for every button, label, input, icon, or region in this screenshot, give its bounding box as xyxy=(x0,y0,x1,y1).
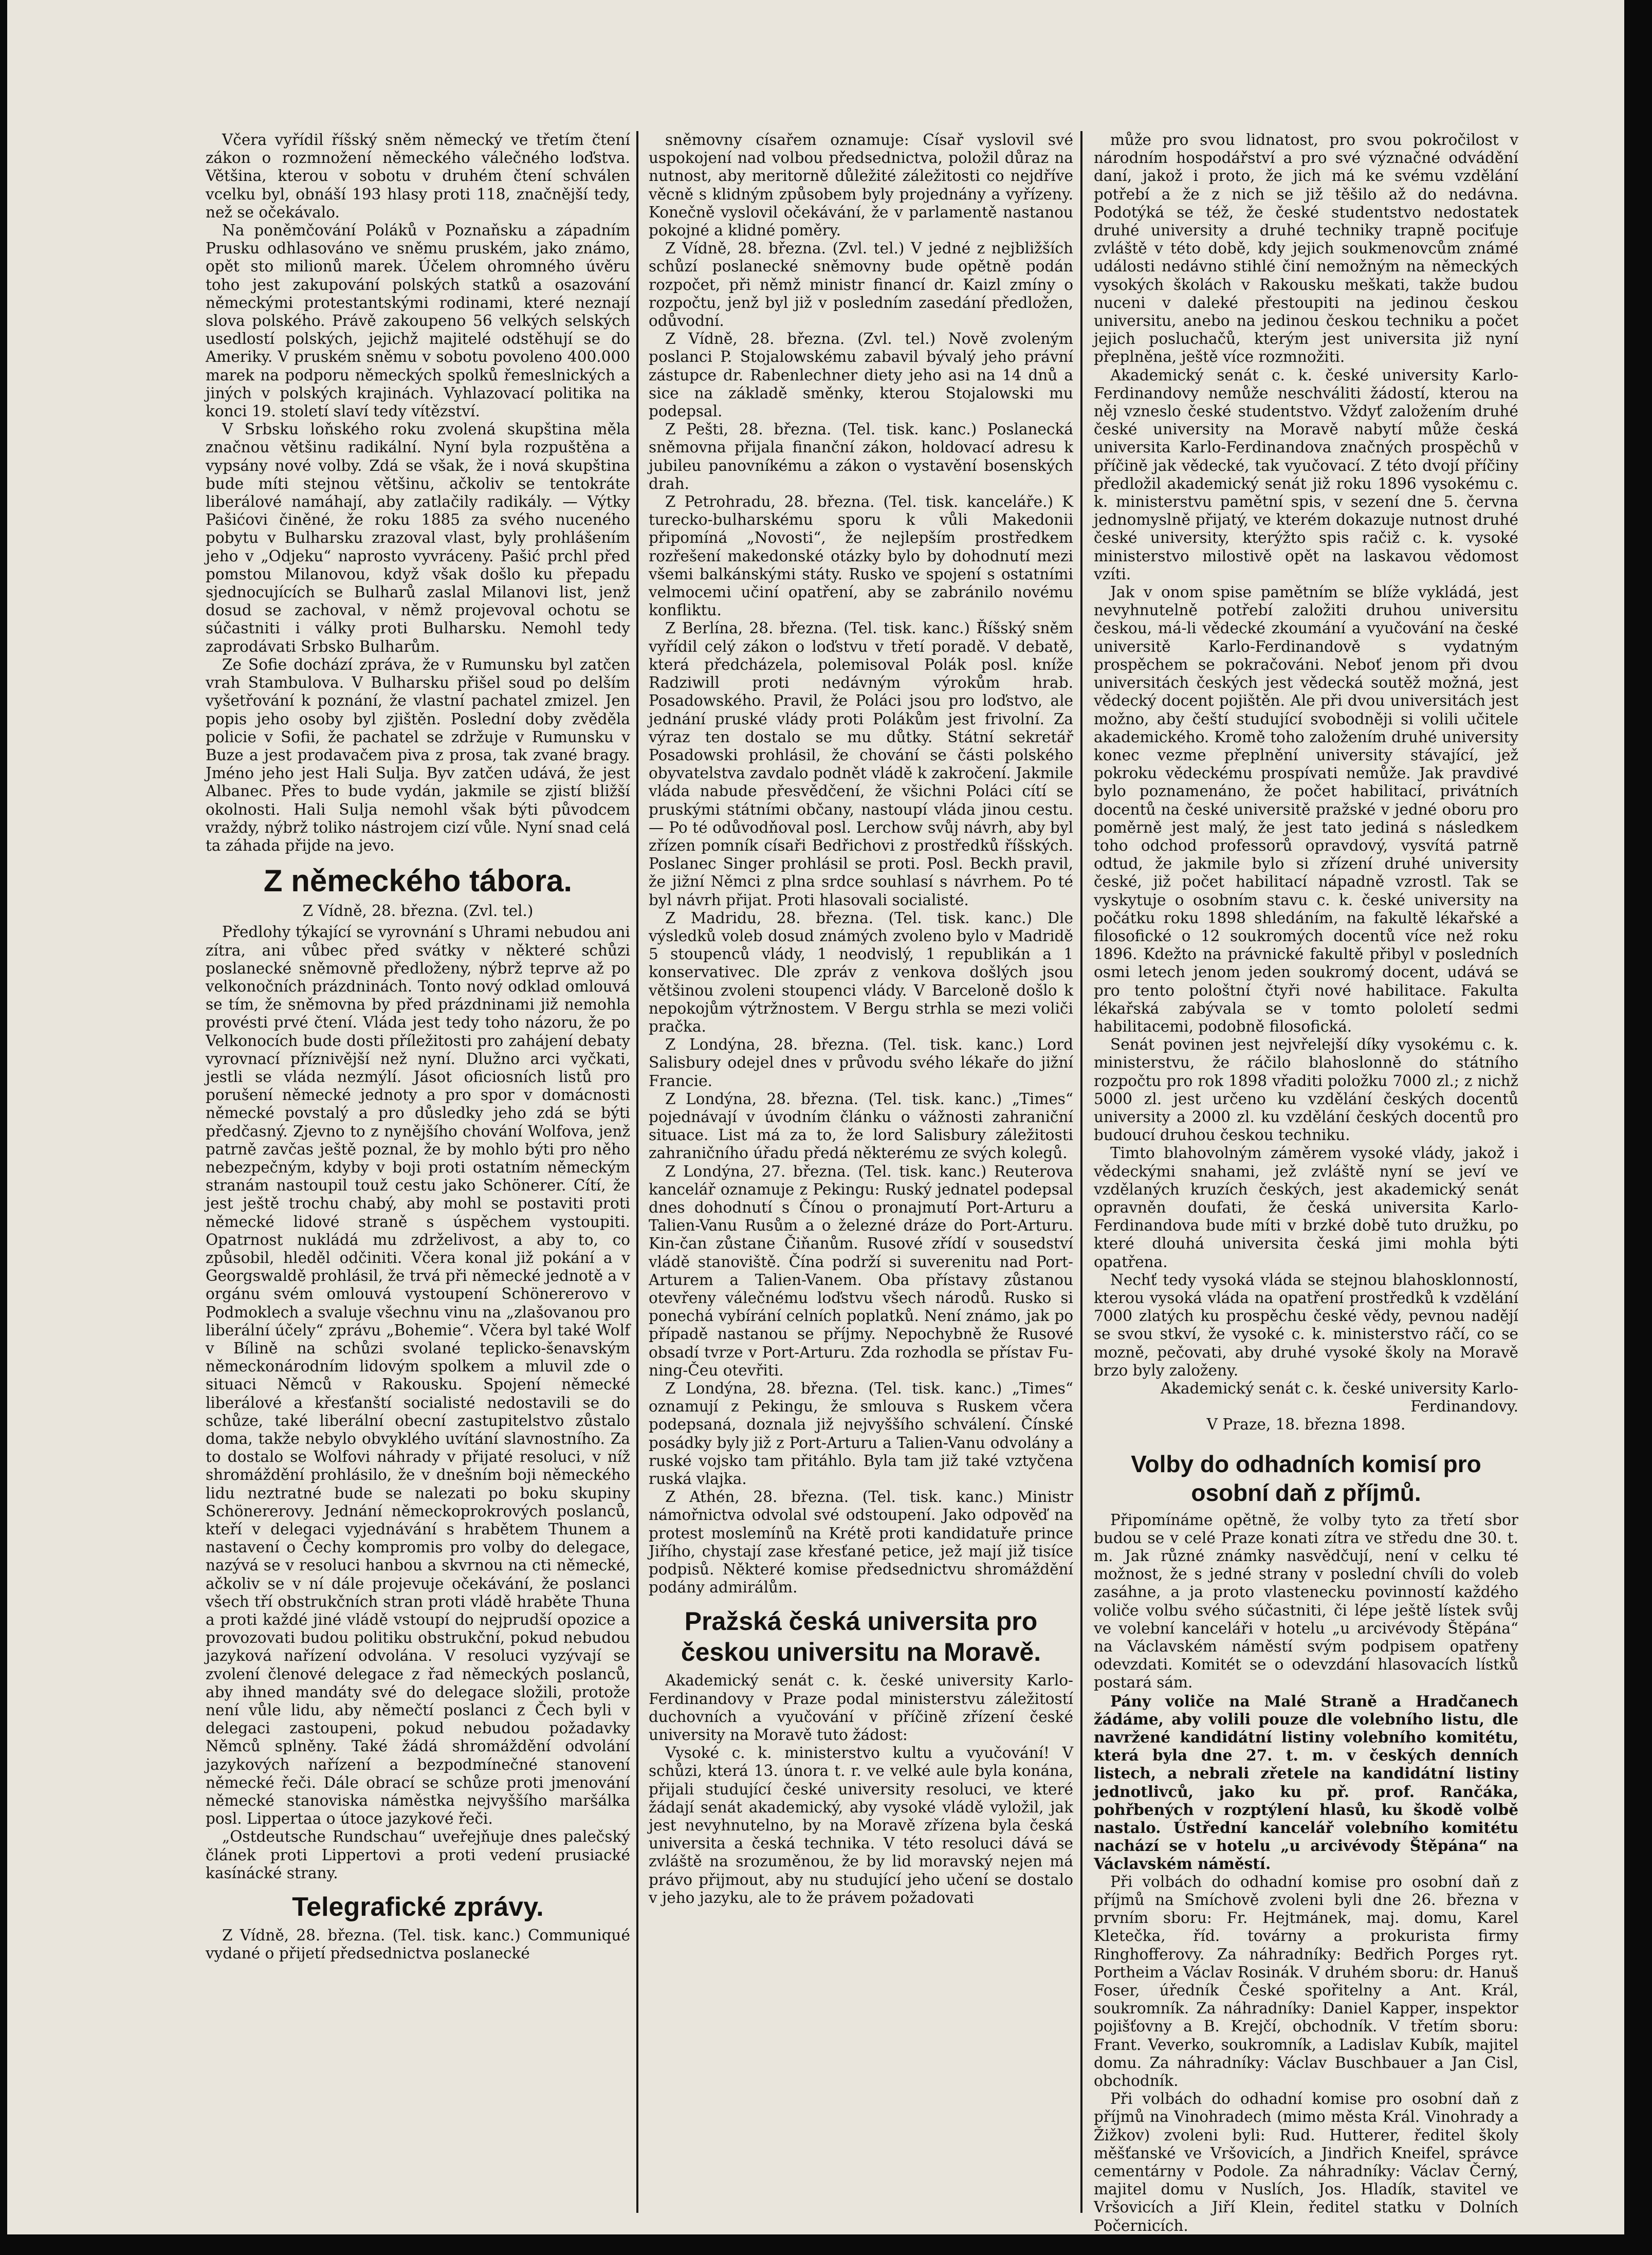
article-paragraph: Při volbách do odhadní komise pro osobní daň z příjmů na Smíchově zvoleni byli dne 26. března v prvním sboru: Fr. Hejtmánek, maj. domu, Karel Kletečka, říd. továrny a prokurista firmy Ringhofferovy. Za náhradníky: Bedřich Porges ryt. Portheim a Václav Rosinák. V druhém sboru: dr. Hanuš Foser, úředník České spořitelny a Ant. Král, soukromník. Za náhradníky: Daniel Kapper, inspektor pojišťovny a B. Krejčí, obchodník. V třetím sboru: Frant. Veverko, soukromník, a Ladislav Kubík, majitel domu. Za náhradníky: Václav Buschbauer a Jan Cisl, obchodník. xyxy=(1094,1873,1518,2089)
article-paragraph: Při volbách do odhadní komise pro osobní daň z příjmů na Vinohradech (mimo města Král. Vinohrady a Žižkov) zvoleni byli: Rud. Hutterer, ředitel školy měšťanské ve Vršovicích, a Jindřich Kneifel, správce cementárny v Podole. Za náhradníky: Václav Černý, majitel domu v Nuslích, Jos. Hladík, stavitel ve Vršovicích a Jiří Klein, ředitel statku v Dolních Počernicích. xyxy=(1094,2090,1518,2234)
column-3 xyxy=(1094,131,1518,2234)
article-paragraph: Nechť tedy vysoká vláda se stejnou blahosklonností, kterou vysoká vláda na opatření prostředků k vzdělání 7000 zlatých ku prospěchu české vědy, pevnou nadějí se svou stkví, že vysoké c. k. ministerstvo ráčí, co se mozně, pečovati, aby druhé vysoké školy na Moravě brzo byly založeny. xyxy=(1094,1271,1518,1379)
scan-border-right xyxy=(1624,0,1652,2255)
article-paragraph: „Ostdeutsche Rundschau“ uveřejňuje dnes palečský článek proti Lippertovi a proti vedení prusiacké kasínácké strany. xyxy=(206,1828,630,1882)
article-paragraph: Z Petrohradu, 28. března. (Tel. tisk. kanceláře.) K turecko-bulharskému sporu k vůli Makedonii připomíná „Novosti“, že nejlepším prostředkem rozřešení makedonské otázky bylo by dohodnutí mezi všemi balkánskými státy. Rusko ve spojení s ostatními velmocemi učiní opatření, aby se zabránilo novému konfliktu. xyxy=(649,493,1073,619)
article-paragraph: Připomínáme opětně, že volby tyto za třetí sbor budou se v celé Praze konati zítra ve středu dne 30. t. m. Jak různé známky nasvědčují, není v celku té možnost, že s jedné strany v poslední chvíli do voleb zasáhne, a ja proto vlastenecku povinností každého voliče volbu svého súčastniti, či lépe ještě lístek svůj ve volební kanceláři v hotelu „u arcivévody Štěpána“ na Václavském náměstí svým podpisem opatřeny odevzdati. Komitét se o odevzdání hlasovacích lístků postará sám. xyxy=(1094,1511,1518,1692)
article-paragraph: Z Berlína, 28. března. (Tel. tisk. kanc.) Říšský sněm vyřídil celý zákon o loďstvu v třetí poradě. V debatě, která předcházela, polemisoval Polák posl. kníže Radziwill proti nedávným výrokům hrab. Posadowského. Pravil, že Poláci jsou pro loďstvo, ale jednání pruské vlády proti Polákům jest frivolní. Za výraz ten dostalo se mu důtky. Státní sekretář Posadowski prohlásil, že chování se části polského obyvatelstva zavdalo podnět vládě k zakročení. Jakmile vláda nabude přesvědčení, že všichni Poláci cítí se pruskými státními občany, nastoupí vláda jinou cestu. — Po té odůvodňoval posl. Lerchow svůj návrh, aby byl zřízen pomník císaři Bedřichovi z prostředků říšských. Poslanec Singer prohlásil se proti. Posl. Beckh pravil, že jižní Němci z plna srdce souhlasí s návrhem. Po té byl návrh přijat. Proti hlasovali socialisté. xyxy=(649,619,1073,909)
article-paragraph: Akademický senát c. k. české university Karlo-Ferdinandovy nemůže neschváliti žádostí, kterou na něj vzneslo české studentstvo. Vždyť založením druhé české university na Moravě nabytí může česká universita Karlo-Ferdinandova značných prospěchů v příčině jak vědecké, tak vyučovací. Z této dvojí příčiny předložil akademický senát již roku 1896 vysokému c. k. ministerstvu pamětní spis, v sezení dne 5. června jednomyslně přijatý, ve kterém dokazuje nutnost druhé české university, kterýžto spis račiž c. k. vysoké ministerstvo milostivě opět na laskavou vědomost vzíti. xyxy=(1094,366,1518,583)
article-paragraph: Z Pešti, 28. března. (Tel. tisk. kanc.) Poslanecká sněmovna přijala finanční zákon, holdovací adresu k jubileu panovníkému a zákon o vystavění bosenských drah. xyxy=(649,420,1073,492)
section-heading-tax-commission-elections: Volby do odhadních komisí pro osobní daň z příjmů. xyxy=(1131,1450,1481,1506)
article-paragraph: Předlohy týkající se vyrovnání s Uhrami nebudou ani zítra, ani vůbec před svátky v některé schůzi poslanecké sněmovně předloženy, nýbrž teprve až po velkonočních prázdninách. Tonto nový odklad omlouvá se tím, že sněmovna by před prázdninami již nemohla provésti prvé čtení. Vláda jest tedy toho názoru, že po Velkonocích bude dosti příležitosti pro zahájení debaty vyrovnací příznivější než nyní. Dlužno arci vyčkati, jestli se vláda nezmýlí. Jásot oficiosních listů pro porušení německé jednoty a pro spor v domácnosti německé povstalý a pro důsledky jeho zdá se býti předčasný. Zjevno to z nynějšího chování Wolfova, jenž patrně zavčas ještě poznal, že by mohlo býti pro něho nebezpečným, kdyby v boji proti ostatním německým stranám nastoupil touž cestu jako Schönerer. Cítí, že jest ještě trochu chabý, aby mohl se postaviti proti německé lidové straně s úspěchem vystoupiti. Opatrnost nukládá mu zdrželivost, a aby to, co způsobil, hleděl odčiniti. Včera konal již pokání a v Georgswaldě prohlásil, že trvá při německé jednotě a v orgánu svém omlouvá vystoupení Schönererovo v Podmoklech a svaluje všechnu vinu na „zlašovanou pro liberální účely“ zprávu „Bohemie“. Včera byl také Wolf v Bílině na schůzi svolané teplicko-šenavským německonárodním lidovým spolkem a mluvil zde o situaci Němců v Rakousku. Spojení německé liberálové a křesťanští socialisté nedostavili se do schůze, také liberální obecní zastupitelstvo zůstalo doma, takže nebylo obvyklého uvítání slavnostního. Za to dostalo se Wolfovi náhrady v přijaté resoluci, v níž shromáždění prohlásilo, že v dnešním boji německého lidu neztratné bude se nalezati po boku skupiny Schönererovy. Jednání německoprokrových poslanců, kteří v delegaci vyjednávání s hrabětem Thunem a nastavení o Čechy kompromis pro volby do delegace, nazývá se v resoluci hanbou a skvrnou na cti německé, ačkoliv se v ní dále projevuje očekávání, že poslanci všech tří obstrukčních stran proti vládě hraběte Thuna a proti každé jiné vládě vstoupí do nejprudší opozice a provozovati budou politiku obstrukční, pokud nebudou jazyková nařízení odvolána. V resoluci vyzývají se zvolení členové delegace z řad německých poslanců, aby ihned mandáty své do delegace složili, protože není vůle lidu, aby němečtí poslanci z Čech byli v delegaci zastoupeni, pokud nebudou požadavky Němců splněny. Také žádá shromáždění odvolání jazykových nařízení a bezpodmínečné stanovení německé řeči. Dále obrací se schůze proti jmenování německé stanoviska náměstka nejvyššího maršálka posl. Lippertaa o útoce jazykové řeči. xyxy=(206,923,630,1828)
dateline: V Praze, 18. března 1898. xyxy=(1206,1416,1406,1434)
article-paragraph: Akademický senát c. k. české university Karlo-Ferdinandovy v Praze podal ministerstvu záležitostí duchovních a vyučování v příčině zřízení české university na Moravě tuto žádost: xyxy=(649,1672,1073,1744)
article-paragraph: Jak v onom spise pamětním se blíže vykládá, jest nevyhnutelně potřebí založiti druhou universitu českou, má-li vědecké zkoumání a vyučování na české universitě Karlo-Ferdinandově s vydatným prospěchem se pokračováni. Neboť jenom při dvou universitách českých jest vědecká soutěž možná, jest vědecký docent pojištěn. Ale při dvou universitách jest možno, aby čeští studující svobodněji si volili učitele akademického. Kromě toho založením druhé university konec vezme přeplnění university stávající, jež pokroku vědeckému prospívati nemůže. Jak pravdivé bylo poznamenáno, že počet habilitací, privátních docentů na české universitě pražské v jedné oboru pro poměrně jest malý, že jest tato jediná s následkem toho odchod professorů opravdový, vysvítá patrně odtud, že jakmile bylo si zřízení druhé university české, již počet habilitací nápadně vzrostl. Tak se vyskytuje o osobním stavu c. k. české university na počátku roku 1898 shledáním, na fakultě lékařské a filosofické o 12 soukromých docentů více než roku 1896. Kdežto na právnické fakultě přibyl v posledních osmi letech jenom jeden soukromý docent, udává se pro tento pološtní čtyři nové habilitace. Fakulta lékařská zabývala se v tomto pololetí sedmi habilitacemi, podobně filosofická. xyxy=(1094,583,1518,1035)
scan-border-left xyxy=(0,0,7,2255)
section-heading-telegraphic-news: Telegrafické zprávy. xyxy=(292,1892,544,1922)
section-heading-german-camp: Z německého tábora. xyxy=(263,864,573,899)
article-paragraph: Na poněmčování Poláků v Poznaňsku a západním Prusku odhlasováno ve sněmu pruském, jako známo, opět sto milionů marek. Účelem ohromného úvěru toho jest zakupování polských statků a osazování německými protestantskými rodinami, které neznají slova polského. Právě zakoupeno 56 velkých selských usedlostí polských, jejichž majitelé odstěhují se do Ameriky. V pruském sněmu v sobotu povoleno 400.000 marek na podporu německých spolků řemeslnických a jiných v polských krajinách. Vyhlazovací politika na konci 19. století slaví tedy vítězství. xyxy=(206,222,630,420)
article-paragraph: Z Athén, 28. března. (Tel. tisk. kanc.) Ministr námořnictva odvolal své odstoupení. Jako odpověď na protest moslemínů na Krétě proti kandidatuře prince Jiřího, chystají zase křesťané petice, jež mají již tisíce podpisů. Některé komise předsednictvu shromáždění podány admirálům. xyxy=(649,1488,1073,1597)
column-2 xyxy=(649,131,1073,2218)
column-1 xyxy=(206,131,630,2218)
article-paragraph: Z Madridu, 28. března. (Tel. tisk. kanc.) Dle výsledků voleb dosud známých zvoleno bylo v Madridě 5 stoupenců vlády, 1 neodvislý, 1 republikán a 1 konservativec. Dle zpráv z venkova došlých jsou většinou zvoleni stoupenci vlády. V Barceloně došlo k nepokojům výtržnostem. V Bergu strhla se mezi voliči pračka. xyxy=(649,909,1073,1035)
article-paragraph: může pro svou lidnatost, pro svou pokročilost v národním hospodářství a pro své význačné odvádění daní, jakož i proto, že jich má ke svému vzdělání potřebí a že z nich se již těšilo až do nedávna. Podotýká se též, že české studentstvo nedostatek druhé university a druhé techniky trapně pociťuje zvláště v této době, kdy jejich soukmenovcům známé události nedávno stihlé činí nemožným na německých vysokých školách v Rakousku meškati, takže budou nuceni v daleké přestoupiti na jedinou českou universitu, anebo na jedinou českou techniku a počet jejich posluchačů, kterým jest universita již nyní přeplněna, ještě více rozmnožiti. xyxy=(1094,131,1518,366)
article-paragraph: Z Vídně, 28. března. (Zvl. tel.) Nově zvoleným poslanci P. Stojalowskému zabavil bývalý jeho právní zástupce dr. Rabenlechner diety jeho asi na 14 dnů a sice na základě směnky, kterou Stojalowski mu podepsal. xyxy=(649,330,1073,420)
scan-border-bottom xyxy=(0,2234,1652,2255)
column-rule-2 xyxy=(1080,131,1082,2213)
article-paragraph: Z Vídně, 28. března. (Tel. tisk. kanc.) Communiqué vydané o přijetí předsednictva poslanecké xyxy=(206,1927,630,1963)
article-paragraph: Pány voliče na Malé Straně a Hradčanech žádáme, aby volili pouze dle volebního listu, dle navržené kandidátní listiny volebního komitétu, která byla dne 27. t. m. v českých denních listech, a nebrali zřetele na kandidátní listiny jednotlivců, jako ku př. prof. Rančáka, pohřbených v rozptýlení hlasů, ku škodě volbě nastalo. Ústřední kancelář volebního komitétu nachází se v hotelu „u arcivévody Štěpána“ na Václavském náměstí. xyxy=(1094,1692,1518,1873)
article-paragraph: sněmovny císařem oznamuje: Císař vyslovil své uspokojení nad volbou předsednictva, položil důraz na nutnost, aby meritorně důležité záležitosti co nejdříve věcně s klidným způsobem byly projednány a vyřízeny. Konečně vyslovil očekávání, že v parlamentě nastanou pokojné a klidné poměry. xyxy=(649,131,1073,240)
article-paragraph: Vysoké c. k. ministerstvo kultu a vyučování! V schůzi, která 13. února t. r. ve velké aule byla konána, přijali studující české university resoluci, ve které žádají senát akademický, aby vysoké vládě vyložil, jak jest nevyhnutelno, by na Moravě zřízena byla česká universita a česká technika. V této resoluci dává se zvláště na srozuměnou, že by lid moravský nejen má právo přijmout, aby nu studující jeho učení se dostalo v jeho jazyku, ale to že právem požadovati xyxy=(649,1744,1073,1906)
column-rule-1 xyxy=(636,131,638,2213)
article-paragraph: Z Londýna, 28. března. (Tel. tisk. kanc.) Lord Salisbury odejel dnes v průvodu svého lékaře do jižní Francie. xyxy=(649,1036,1073,1090)
section-heading-prague-university: Pražská česká universita pro českou universitu na Moravě. xyxy=(681,1607,1041,1667)
article-paragraph: Z Londýna, 28. března. (Tel. tisk. kanc.) „Times“ pojednávají v úvodním článku o vážnosti zahraniční situace. List má za to, že lord Salisbury záležitosti zahraničního úřadu předá některému ze svých kolegů. xyxy=(649,1090,1073,1162)
article-paragraph: Timto blahovolným záměrem vysoké vlády, jakož i vědeckými snahami, jež zvláště nyní se jeví ve vzdělaných kruzích českých, jest akademický senát opravněn doufati, že česká universita Karlo-Ferdinandova bude míti v brzké době tuto družku, po které dlouhá universita česká jimi mohla býti opatřena. xyxy=(1094,1144,1518,1271)
article-paragraph: Z Londýna, 28. března. (Tel. tisk. kanc.) „Times“ oznamují z Pekingu, že smlouva s Ruskem včera podepsaná, doznala již nejvyššího schválení. Čínské posádky byly již z Port-Arturu a Talien-Vanu odvolány a ruské vojsko tam přitáhlo. Byla tam již také vztyčena ruská vlajka. xyxy=(649,1380,1073,1488)
article-paragraph: Z Londýna, 27. března. (Tel. tisk. kanc.) Reuterova kancelář oznamuje z Pekingu: Ruský jednatel podepsal dnes dohodnutí s Čínou o pronajmutí Port-Arturu a Talien-Vanu Rusům a o železné dráze do Port-Arturu. Kin-čan zůstane Čiňanům. Rusové zřídí v sousedství vládě stanoviště. Čína podrží si suverenitu nad Port-Arturem a Talien-Vanem. Oba přístavy zůstanou otevřeny válečnému loďstvu všech národů. Rusko si ponechá vybírání celních poplatků. Není známo, jak po případě nastanou se příjmy. Nepochybně že Rusové obsadí tvrze v Port-Arturu. Zda rozhodla se přístav Fu-ning-Čeu otevřiti. xyxy=(649,1162,1073,1379)
dateline: Z Vídně, 28. března. (Zvl. tel.) xyxy=(302,902,534,920)
signature-line: Akademický senát c. k. české university Karlo-Ferdinandovy. xyxy=(1160,1380,1518,1416)
article-paragraph: Senát povinen jest nejvřelejší díky vysokému c. k. ministerstvu, že ráčilo blahoslonně do státního rozpočtu pro rok 1898 vřaditi položku 7000 zl.; z nichž 5000 zl. jest určeno ku vzdělání českých docentů university a 2000 zl. ku vzdělání českých docentů pro budoucí druhou českou techniku. xyxy=(1094,1036,1518,1144)
article-paragraph: Ze Sofie dochází zpráva, že v Rumunsku byl zatčen vrah Stambulova. V Bulharsku přišel soud po delším vyšetřování k poznání, že vlastní pachatel zmizel. Jen popis jeho osoby byl zjištěn. Poslední doby zvěděla policie v Sofii, že pachatel se zdržuje v Rumunsku v Buze a jest prodavačem piva z prosa, tak zvané bragy. Jméno jeho jest Hali Sulja. Byv zatčen udává, že jest Albanec. Přes to bude vydán, jakmile se zjistí bližší okolnosti. Hali Sulja nemohl však býti původcem vraždy, nýbrž toliko nástrojem cizí vůle. Nyní snad celá ta záhada přijde na jevo. xyxy=(206,655,630,854)
article-paragraph: Z Vídně, 28. března. (Zvl. tel.) V jedné z nejbližších schůzí poslanecké sněmovny bude opětně podán rozpočet, při němž ministr financí dr. Kaizl zmíny o rozpočtu, jenž byl již v posledním zasedání předložen, odůvodní. xyxy=(649,240,1073,330)
article-paragraph: V Srbsku loňského roku zvolená skupština měla značnou většinu radikální. Nyní byla rozpuštěna a vypsány nové volby. Zdá se však, že i nová skupština bude míti stejnou většinu, ačkoliv se tentokráte liberálové namáhají, aby zatlačily radikály. — Výtky Pašićovi činěné, že roku 1885 za svého nuceného pobytu v Bulharsku zrazoval vlast, byly prohlášením jeho v „Odjeku“ naprosto vyvráceny. Pašić prchl před pomstou Milanovou, když však došlo ku přepadu sjednocujících se Bulharů zaslal Milanovi list, jenž dosud se zachoval, v němž projevoval ochotu se súčastniti i války proti Bulharsku. Nemohl tedy zaprodávati Srbsko Bulharům. xyxy=(206,420,630,655)
article-paragraph: Včera vyřídil říšský sněm německý ve třetím čtení zákon o rozmnožení německého válečného loďstva. Většina, kterou v sobotu v druhém čtení schválen vcelku byl, obnáší 193 hlasy proti 118, značnější tedy, než se očekávalo. xyxy=(206,131,630,221)
